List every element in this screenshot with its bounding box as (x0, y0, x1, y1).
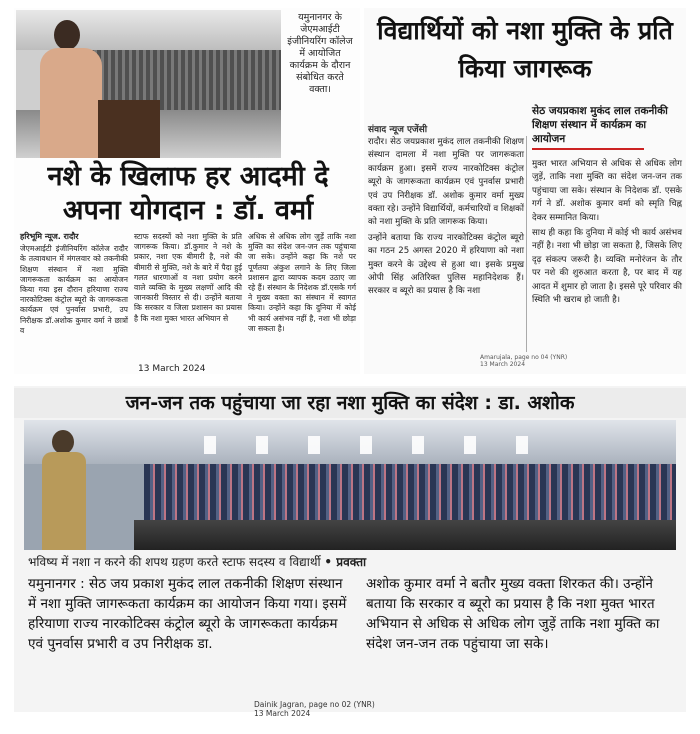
headline: नशे के खिलाफ हर आदमी दे अपना योगदान : डॉ. वर्मा (47, 161, 329, 226)
photo-podium (98, 100, 160, 158)
clipping-dainik-jagran (14, 386, 686, 718)
column-text: अधिक से अधिक लोग जुड़ें ताकि नशा मुक्ति का संदेश जन-जन तक पहुंचाया जा सके। उन्होंने कहा कि नशे पर पूर्णतया अंकुश लगाने के लिए जिला प्रशासन द्वारा व्यापक कदम उठाए जा रहे हैं। संस्थान के निदेशक डॉ.एसके गर्ग ने मुख्य वक्ता का संस्थान में स्वागत किया। उन्होंने कहा कि दुनिया में कोई भी कार्य असंभव नहीं है, नशा भी छोड़ा जा सकता है। (248, 232, 356, 333)
photo-caption: भविष्य में नशा न करने की शपथ ग्रहण करते स्टाफ सदस्य व विद्यार्थी • प्रवक्ता (28, 555, 367, 569)
article-column (248, 232, 356, 352)
photo-lights (164, 436, 544, 454)
byline: हरिभूमि न्यूज. रादौर (20, 232, 79, 241)
article-column-left (368, 136, 524, 301)
article-column (20, 232, 128, 352)
photo-caption: यमुनानगर के जेएमआईटी इंजीनियरिंग कॉलेज में आयोजित कार्यक्रम के दौरान संबोधित करते वक्ता। (287, 12, 353, 95)
event-photo-pledge (24, 420, 676, 550)
article-column-right: अशोक कुमार वर्मा ने बतौर मुख्य वक्ता शिरकत की। उन्होंने बताया कि सरकार व ब्यूरो का प्रयास है कि नशा मुक्त भारत अभियान से अधिक से अधिक लोग जुड़ें ताकि नशा मुक्ति का संदेश जन-जन तक पहुंचाया जा सके। (366, 576, 660, 652)
article-column-left: यमुनानगर : सेठ जय प्रकाश मुकंद लाल तकनीकी शिक्षण संस्थान में नशा मुक्ति जागरूकता कार्यक्रम का आयोजन किया गया। इसमें हरियाणा राज्य नारकोटिक्स कंट्रोल ब्यूरो के जागरूकता कार्यक्रम एवं पुनर्वास प्रभारी व उप निरीक्षक डा. (28, 576, 347, 652)
clipping-haribhoomi (14, 8, 360, 374)
photo-audience (144, 464, 676, 526)
paragraph: मुक्त भारत अभियान से अधिक से अधिक लोग जुड़ें, ताकि नशा मुक्ति का संदेश जन-जन तक पहुंचाया जा सके। संस्थान के निदेशक डॉ. एसके गर्ग ने डॉ. अशोक कुमार वर्मा को स्मृति चिह्न देकर सम्मानित किया। (532, 159, 682, 223)
headline: जन-जन तक पहुंचाया जा रहा नशा मुक्ति का संदेश : डा. अशोक (14, 388, 686, 418)
clipping-amarujala (364, 8, 686, 374)
caption-credit: • प्रवक्ता (324, 555, 367, 569)
article-body (20, 232, 356, 352)
column-text: स्टाफ सदस्यों को नशा मुक्ति के प्रति जागरूक किया। डॉ.कुमार ने नशे के प्रकार, नशा एक बीमारी है, नशे की बीमारी से मुक्ति, नशे के बारे में पैदा हुई गलत धारणाओं व नशा प्रयोग करने वाले व्यक्ति के मुख्य लक्षणों आदि की जानकारी विस्तार से दी। उन्होंने बताया कि सरकार व जिला प्रशासन का प्रयास है कि नशा मुक्त भारत अभियान से (134, 232, 242, 323)
column-text: जेएमआईटी इंजीनियरिंग कॉलेज रादौर के तत्वावधान में मंगलवार को तकनीकी शिक्षण संस्थान में नशा मुक्ति जागरूकता कार्यक्रम का आयोजन किया गया इस दौरान हरियाणा राज्य नारकोटिक्स कंट्रोल ब्यूरो के जागरूकता कार्यक्रम एवं पुनर्वास प्रभारी, उप निरीक्षक डॉ.अशोक कुमार वर्मा ने छात्रों व (20, 244, 128, 335)
source-note: Amarujala, page no 04 (YNR) 13 March 2024 (480, 354, 568, 368)
event-photo-speaker (16, 10, 281, 158)
photo-speaker-figure (32, 16, 102, 158)
photo-officer-figure (38, 430, 88, 550)
byline: संवाद न्यूज एजेंसी (368, 125, 428, 135)
subheadline: सेठ जयप्रकाश मुकंद लाल तकनीकी शिक्षण संस्थान में कार्यक्रम का आयोजन (532, 104, 682, 146)
source-note: Dainik Jagran, page no 02 (YNR) 13 March 2024 (254, 700, 375, 718)
paragraph: रादौर। सेठ जयप्रकाश मुकंद लाल तकनीकी शिक्षण संस्थान दामला में नशा मुक्ति पर जागरूकता कार्यक्रम हुआ। इसमें राज्य नारकोटिक्स कंट्रोल ब्यूरो के जागरूकता कार्यक्रम एवं पुनर्वास प्रभारी एवं उप निरीक्षक डॉ. अशोक कुमार वर्मा मुख्य वक्ता रहे। उन्होंने विद्यार्थियों, कर्मचारियों व शिक्षकों को नशा मुक्ति के प्रति जागरूक किया। (368, 137, 524, 228)
subheadline-underline (532, 148, 644, 150)
article-column (134, 232, 242, 352)
photo-front-row (134, 520, 676, 550)
paragraph: साथ ही कहा कि दुनिया में कोई भी कार्य असंभव नहीं है। नशा भी छोड़ा जा सकता है, जिसके लिए दृढ़ संकल्प जरूरी है। व्यक्ति मनोरंजन के तौर पर नशे की शुरुआत करता है, पर बाद में यह आदत में शुमार हो जाता है। इससे पूरे परिवार की स्थिति भी खराब हो जाती है। (532, 228, 682, 306)
column-divider (526, 136, 527, 352)
headline: विद्यार्थियों को नशा मुक्ति के प्रति किया जागरूक (377, 16, 673, 83)
paragraph: उन्होंने बताया कि राज्य नारकोटिक्स कंट्रोल ब्यूरो का गठन 25 अगस्त 2020 में हरियाणा को नशा मुक्त करने के उद्देश्य से हुआ था। इसके प्रमुख ओपी सिंह अतिरिक्त पुलिस महानिदेशक हैं। सरकार व ब्यूरो का प्रयास है कि नशा (368, 232, 524, 297)
clipping-date: 13 March 2024 (138, 364, 206, 374)
article-column-right (532, 158, 682, 309)
